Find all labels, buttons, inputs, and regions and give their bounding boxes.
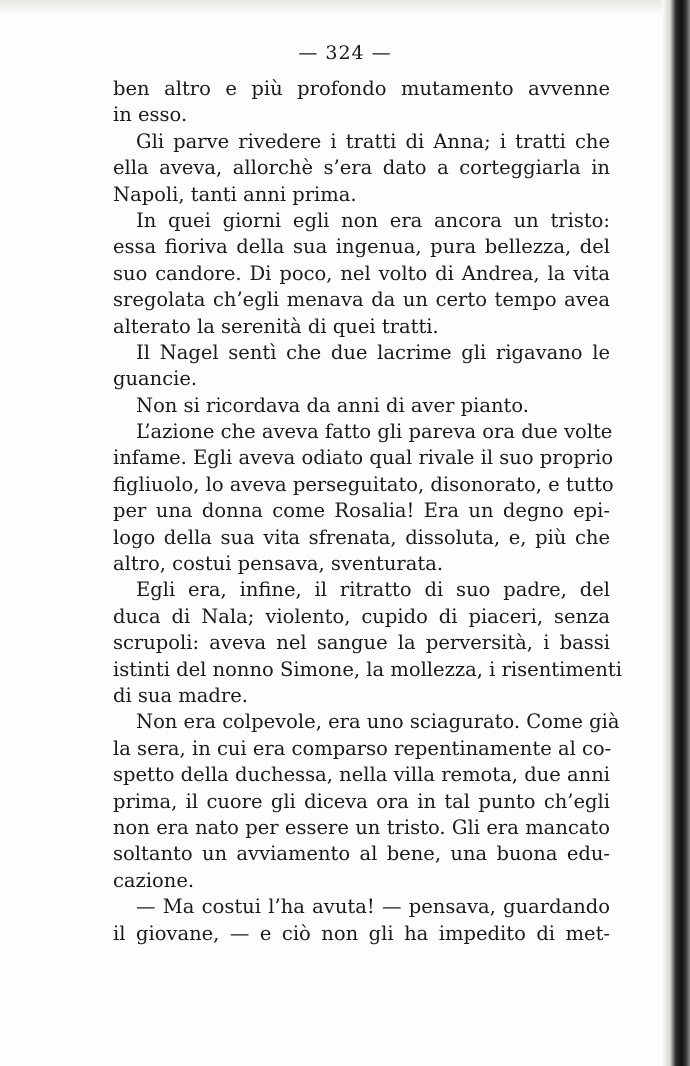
text-line: in esso.: [113, 103, 188, 127]
text-line: Il Nagel sentì che due lacrime gli rigavano le: [136, 340, 610, 364]
text-line: soltanto un avviamento al bene, una buona edu-: [113, 842, 610, 866]
text-line: istinti del nonno Simone, la mollezza, i risentimenti: [113, 657, 622, 681]
text-line: ella aveva, allorchè s’era dato a corteggiarla in: [113, 156, 610, 180]
text-line: spetto della duchessa, nella villa remota, due anni: [113, 763, 610, 787]
page-number: — 324 —: [298, 42, 392, 64]
text-line: Gli parve rivedere i tratti di Anna; i tratti che: [136, 129, 610, 153]
text-line: L’azione che aveva fatto gli pareva ora due volte: [136, 420, 613, 444]
text-line: non era nato per essere un tristo. Gli era mancato: [113, 815, 610, 839]
text-line: il giovane, — e ciò non gli ha impedito di met-: [113, 921, 610, 945]
text-line: — Ma costui l’ha avuta! — pensava, guardando: [136, 895, 610, 919]
text-line: figliuolo, lo aveva perseguitato, disonorato, e tutto: [113, 472, 614, 496]
text-line: duca di Nala; violento, cupido di piaceri, senza: [113, 604, 610, 628]
body-text: [113, 76, 622, 947]
text-line: altro, costui pensava, sventurata.: [113, 552, 444, 576]
text-line: Non si ricordava da anni di aver pianto.: [136, 393, 529, 417]
text-line: Napoli, tanti anni prima.: [113, 182, 357, 206]
text-line: sregolata ch’egli menava da un certo tempo avea: [113, 288, 610, 312]
book-binding-edge: [662, 0, 690, 1066]
text-line: di sua madre.: [113, 683, 248, 707]
text-line: la sera, in cui era comparso repentinamente al co-: [113, 736, 612, 760]
text-line: Egli era, infine, il ritratto di suo padre, del: [136, 578, 610, 602]
text-line: prima, il cuore gli diceva ora in tal punto ch’egli: [113, 789, 610, 813]
page-top-shadow: [0, 0, 662, 14]
text-line: guancie.: [113, 367, 198, 391]
text-line: scrupoli: aveva nel sangue la perversità, i bassi: [113, 631, 610, 655]
text-line: Non era colpevole, era uno sciagurato. Come già: [136, 710, 620, 734]
text-line: suo candore. Di poco, nel volto di Andrea, la vita: [113, 261, 610, 285]
text-line: essa fioriva della sua ingenua, pura bellezza, del: [113, 235, 610, 259]
text-line: logo della sua vita sfrenata, dissoluta, e, più che: [113, 525, 610, 549]
text-line: In quei giorni egli non era ancora un tristo:: [136, 208, 610, 232]
text-line: ben altro e più profondo mutamento avvenne: [113, 77, 610, 100]
text-line: per una donna come Rosalia! Era un degno epi-: [113, 499, 610, 523]
text-line: alterato la serenità di quei tratti.: [113, 314, 439, 338]
text-line: infame. Egli aveva odiato qual rivale il suo proprio: [113, 446, 614, 470]
text-line: cazione.: [113, 868, 195, 892]
